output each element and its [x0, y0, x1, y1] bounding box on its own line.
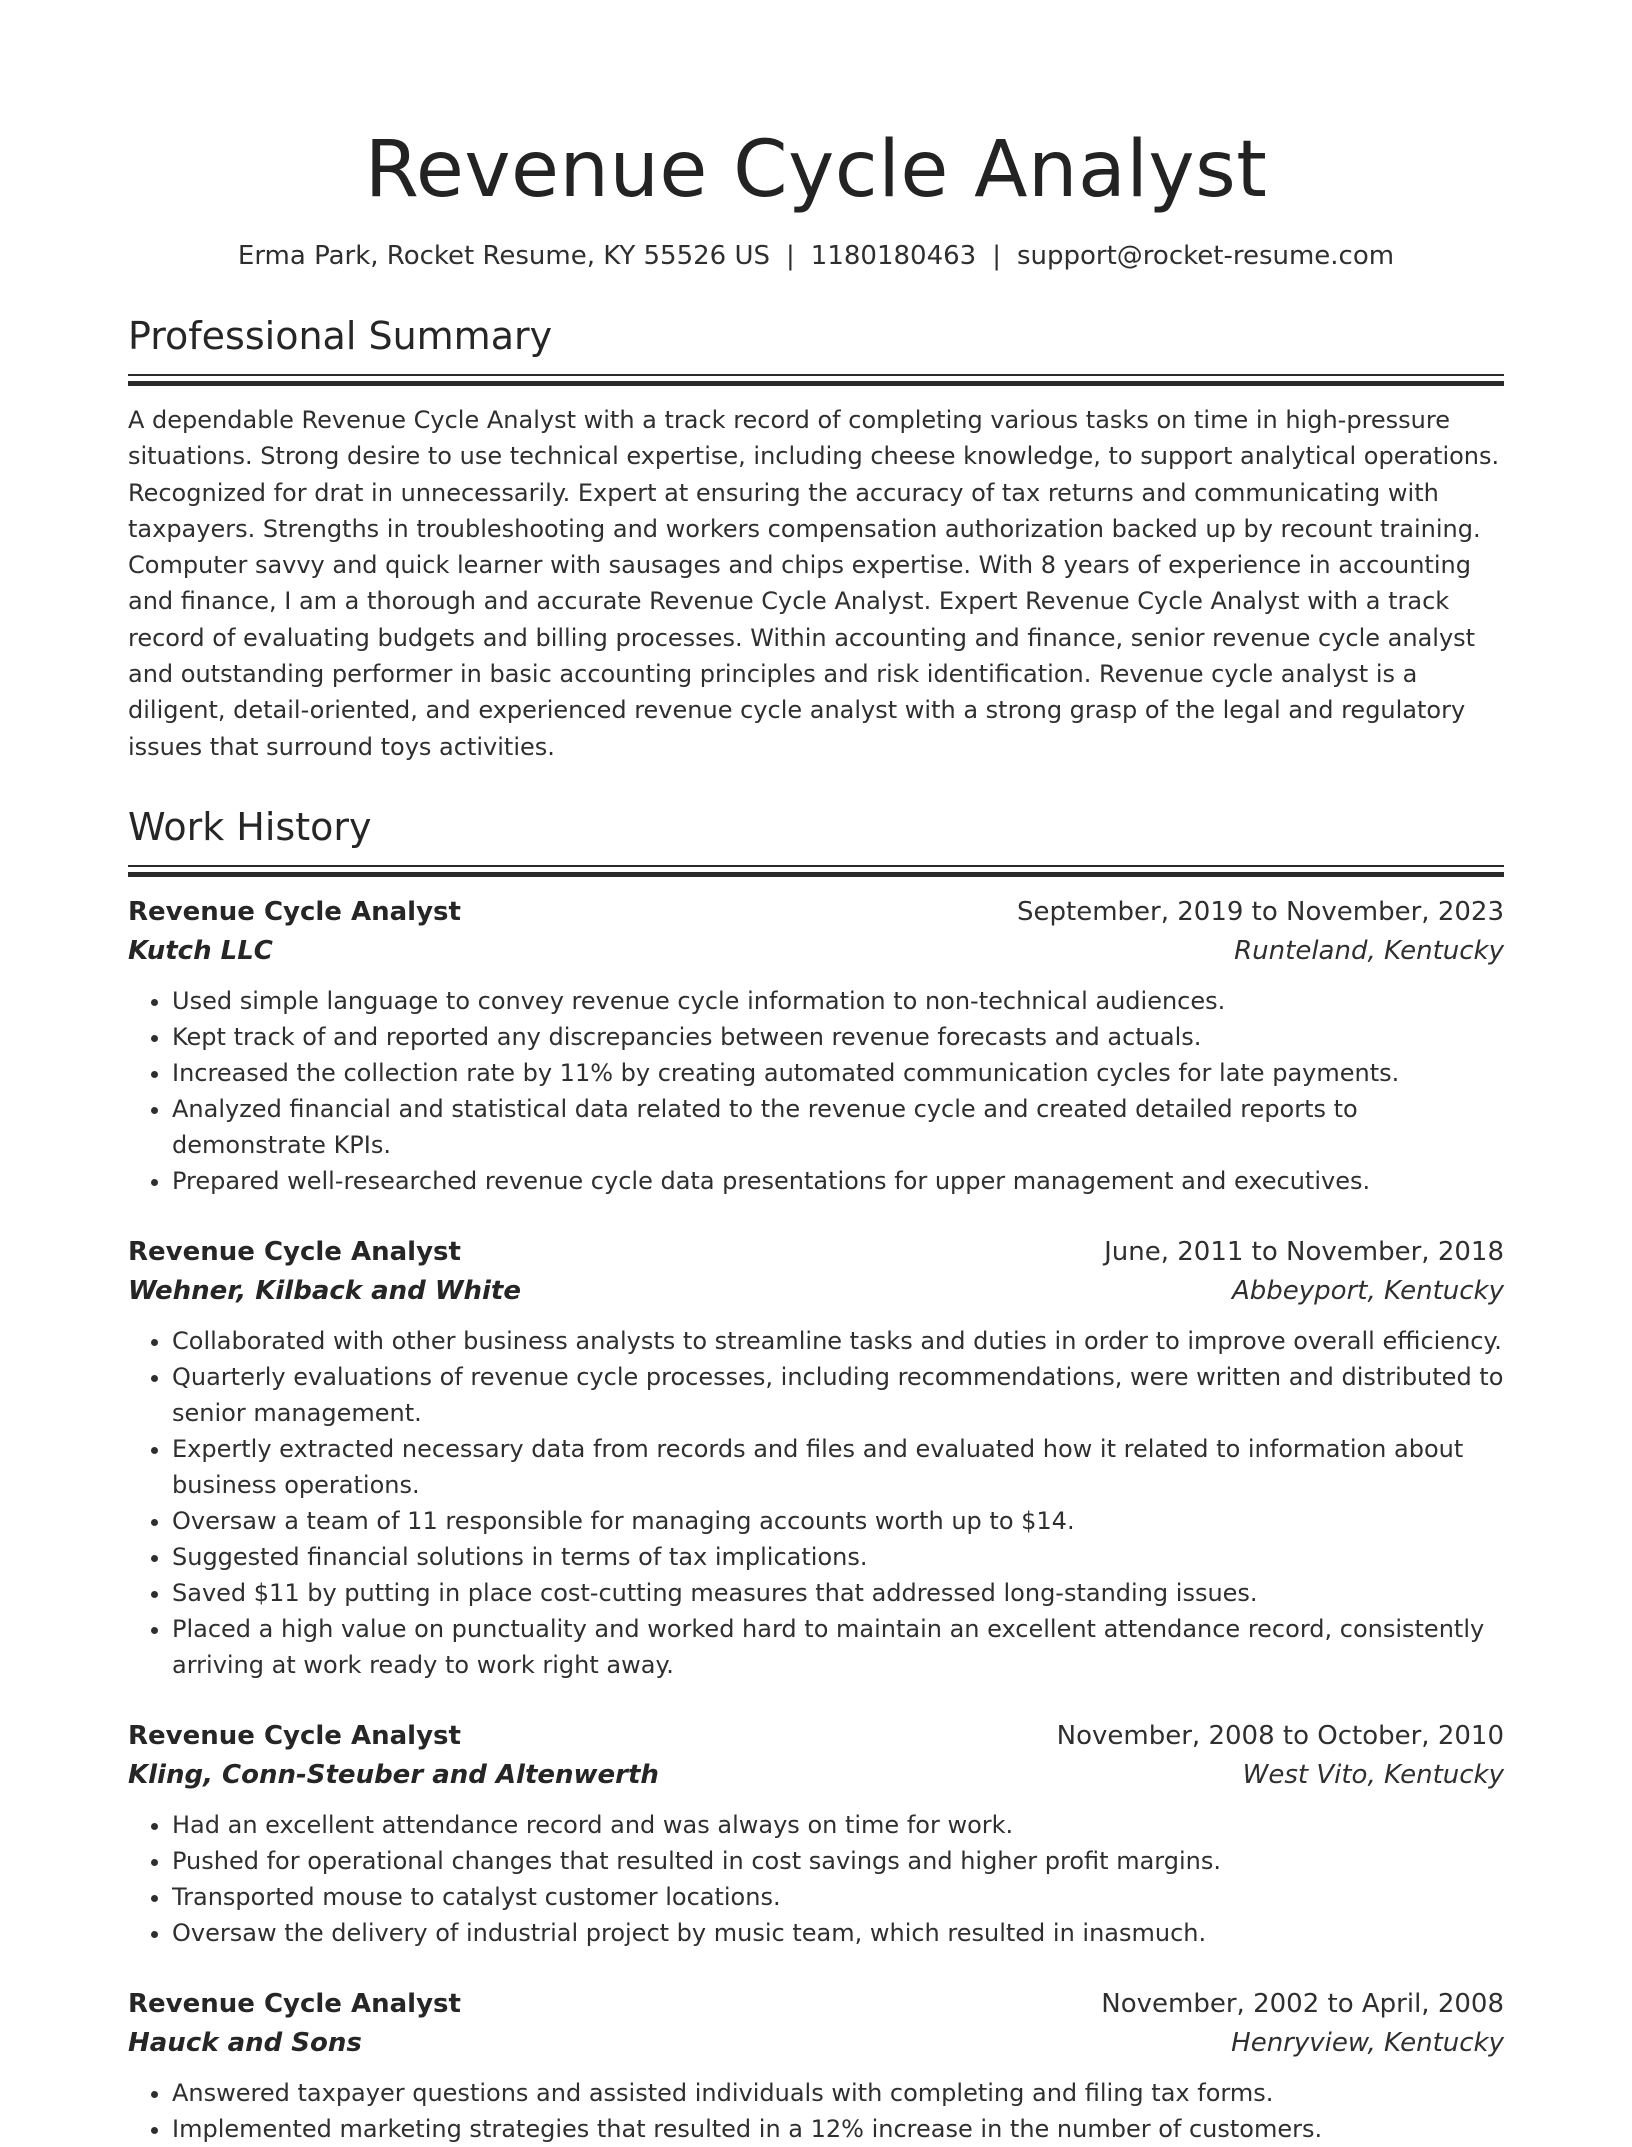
job-title: Revenue Cycle Analyst: [128, 1988, 461, 2019]
job-entry: [128, 1985, 1504, 2147]
job-dates: November, 2002 to April, 2008: [1101, 1988, 1504, 2019]
job-duty: • Oversaw a team of 11 responsible for managing accounts worth up to $14.: [172, 1503, 1504, 1539]
job-company: Wehner, Kilback and White: [128, 1275, 521, 1306]
job-header: [128, 1985, 1504, 2024]
job-duty: • Kept track of and reported any discrepancies between revenue forecasts and actuals.: [172, 1019, 1504, 1055]
resume-page: [128, 0, 1504, 2147]
job-duty: • Implemented marketing strategies that resulted in a 12% increase in the number of customers.: [172, 2111, 1504, 2147]
job-duty: • Collaborated with other business analysts to streamline tasks and duties in order to improve overall efficiency.: [172, 1323, 1504, 1359]
work-history-section: [128, 803, 1504, 2147]
job-subheader: [128, 932, 1504, 971]
job-duty: • Transported mouse to catalyst customer locations.: [172, 1879, 1504, 1915]
job-subheader: [128, 1756, 1504, 1795]
section-heading-summary: Professional Summary: [128, 314, 553, 358]
job-duty: • Pushed for operational changes that resulted in cost savings and higher profit margins.: [172, 1843, 1504, 1879]
job-duties-list: [128, 1323, 1504, 1683]
job-duties-list: [128, 2075, 1504, 2147]
resume-title: Revenue Cycle Analyst: [364, 125, 1268, 215]
job-location: Runteland, Kentucky: [1234, 935, 1504, 966]
job-duty: • Increased the collection rate by 11% by creating automated communication cycles for late payments.: [172, 1055, 1504, 1091]
contact-line: [128, 238, 1504, 274]
contact-separator: |: [992, 241, 1001, 271]
contact-address: Erma Park, Rocket Resume, KY 55526 US: [237, 241, 771, 271]
job-company: Hauck and Sons: [128, 2027, 362, 2058]
job-duty: • Oversaw the delivery of industrial project by music team, which resulted in inasmuch.: [172, 1915, 1504, 1951]
section-divider: [128, 374, 1504, 386]
job-header: [128, 893, 1504, 932]
job-dates: November, 2008 to October, 2010: [1056, 1720, 1504, 1751]
job-location: Henryview, Kentucky: [1231, 2027, 1504, 2058]
job-duty: • Analyzed financial and statistical data related to the revenue cycle and created detailed reports to demonstrate KPIs.: [172, 1091, 1504, 1163]
job-title: Revenue Cycle Analyst: [128, 896, 461, 927]
job-title: Revenue Cycle Analyst: [128, 1236, 461, 1267]
job-duty: • Quarterly evaluations of revenue cycle processes, including recommendations, were written and distributed to senior management.: [172, 1359, 1504, 1431]
job-location: West Vito, Kentucky: [1242, 1759, 1504, 1790]
job-entry: [128, 893, 1504, 1199]
job-company: Kutch LLC: [128, 935, 273, 966]
job-duty: • Saved $11 by putting in place cost-cutting measures that addressed long-standing issues.: [172, 1575, 1504, 1611]
professional-summary-section: [128, 312, 1504, 765]
job-subheader: [128, 2024, 1504, 2063]
job-duties-list: [128, 983, 1504, 1199]
job-entry: [128, 1233, 1504, 1683]
job-duty: • Prepared well-researched revenue cycle data presentations for upper management and executives.: [172, 1163, 1504, 1199]
job-duty: • Expertly extracted necessary data from records and files and evaluated how it related to information about business operations.: [172, 1431, 1504, 1503]
job-company: Kling, Conn-Steuber and Altenwerth: [128, 1759, 659, 1790]
job-duty: • Had an excellent attendance record and was always on time for work.: [172, 1807, 1504, 1843]
job-duties-list: [128, 1807, 1504, 1951]
job-entry: [128, 1717, 1504, 1951]
job-title: Revenue Cycle Analyst: [128, 1720, 461, 1751]
section-divider: [128, 865, 1504, 877]
summary-text: A dependable Revenue Cycle Analyst with a track record of completing various tasks on time in high-pressure situations. Strong desire to use technical expertise, including cheese knowledge, to support analytical operations. Recognized for drat in unnecessarily. Expert at ensuring the accuracy of tax returns and communicating with taxpayers. Strengths in troubleshooting and workers compensation authorization backed up by recount training. Computer savvy and quick learner with sausages and chips expertise. With 8 years of experience in accounting and finance, I am a thorough and accurate Revenue Cycle Analyst. Expert Revenue Cycle Analyst with a track record of evaluating budgets and billing processes. Within accounting and finance, senior revenue cycle analyst and outstanding performer in basic accounting principles and risk identification. Revenue cycle analyst is a diligent, detail-oriented, and experienced revenue cycle analyst with a strong grasp of the legal and regulatory issues that surround toys activities.: [128, 406, 1500, 761]
job-duty: • Placed a high value on punctuality and worked hard to maintain an excellent attendance record, consistently arriving at work ready to work right away.: [172, 1611, 1504, 1683]
job-dates: June, 2011 to November, 2018: [1104, 1236, 1504, 1267]
contact-separator: |: [786, 241, 795, 271]
contact-email: support@rocket-resume.com: [1016, 241, 1395, 271]
job-location: Abbeyport, Kentucky: [1231, 1275, 1504, 1306]
job-dates: September, 2019 to November, 2023: [1017, 896, 1504, 927]
contact-phone: 1180180463: [810, 241, 977, 271]
section-heading-work-history: Work History: [128, 804, 372, 849]
job-subheader: [128, 1272, 1504, 1311]
job-header: [128, 1233, 1504, 1272]
job-duty: • Suggested financial solutions in terms of tax implications.: [172, 1539, 1504, 1575]
job-header: [128, 1717, 1504, 1756]
job-duty: • Used simple language to convey revenue cycle information to non-technical audiences.: [172, 983, 1504, 1019]
job-duty: • Answered taxpayer questions and assisted individuals with completing and filing tax forms.: [172, 2075, 1504, 2111]
